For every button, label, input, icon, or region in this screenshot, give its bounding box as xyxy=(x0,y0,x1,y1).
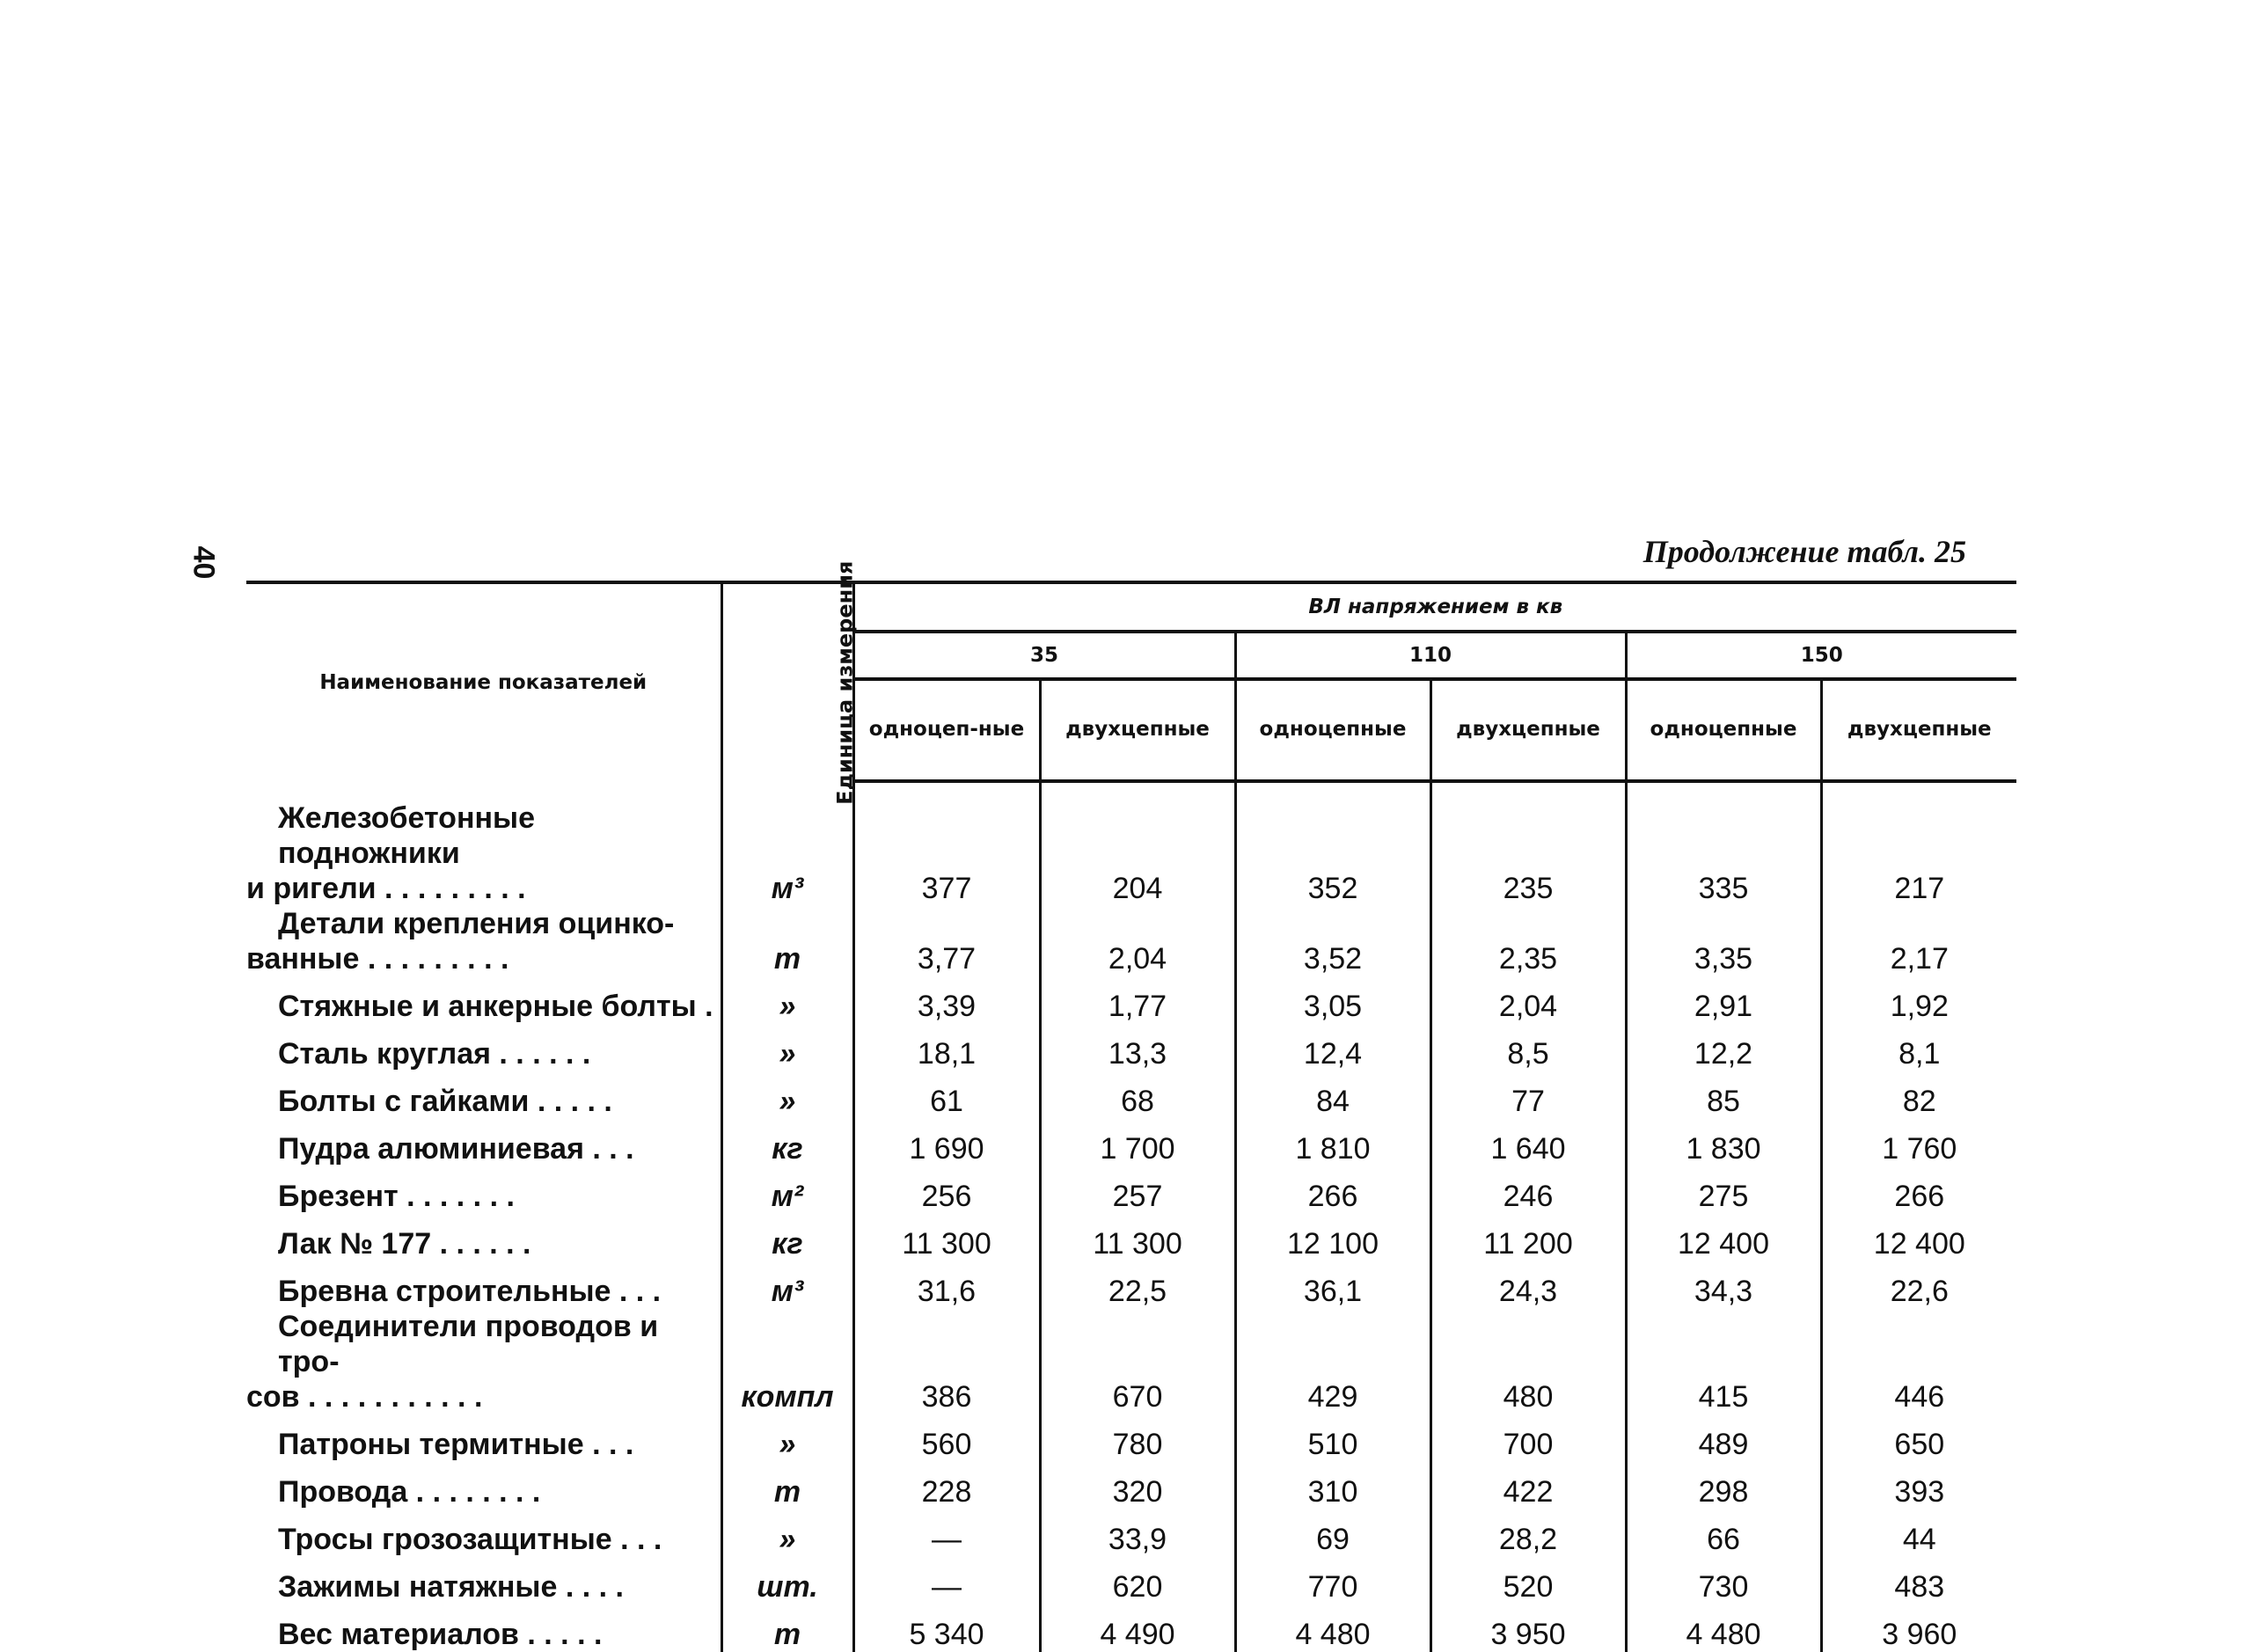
row-value: 483 xyxy=(1894,1570,1945,1604)
row-value: 1 830 xyxy=(1626,1119,1821,1166)
row-value: 2,04 xyxy=(1040,906,1235,976)
row-value: 386 xyxy=(853,1309,1040,1414)
row-value: 4 480 xyxy=(1626,1604,1821,1652)
row-name: Болты с гайками . . . . . xyxy=(246,1071,721,1119)
row-name xyxy=(246,781,721,906)
row-name: Брезент . . . . . . . xyxy=(246,1166,721,1214)
table-body xyxy=(246,781,2016,1652)
row-value: 266 xyxy=(1894,1180,1945,1213)
row-value: 77 xyxy=(1430,1071,1626,1119)
row-value: 480 xyxy=(1430,1309,1626,1414)
table-row xyxy=(246,1309,2016,1414)
row-name: Патроны термитные . . . xyxy=(246,1414,721,1462)
row-value: 275 xyxy=(1626,1166,1821,1214)
row-value: — xyxy=(853,1509,1040,1557)
row-name-line-2: и ригели . . . . . . . . . xyxy=(246,872,526,905)
row-value: 246 xyxy=(1430,1166,1626,1214)
row-name-line-1: Железобетонные подножники xyxy=(278,801,535,870)
row-name: Зажимы натяжные . . . . xyxy=(246,1557,721,1604)
row-value: 2,91 xyxy=(1626,976,1821,1024)
row-name: Бревна строительные . . . xyxy=(246,1261,721,1309)
row-value: 670 xyxy=(1040,1309,1235,1414)
row-value: 257 xyxy=(1040,1166,1235,1214)
row-value: 2,17 xyxy=(1890,942,1949,976)
table-row xyxy=(246,976,2016,1024)
materials-table xyxy=(246,560,2016,1652)
table-row xyxy=(246,1604,2016,1652)
row-name: Вес материалов . . . . . xyxy=(246,1604,721,1652)
row-value: 82 xyxy=(1902,1085,1936,1118)
row-value: 780 xyxy=(1040,1414,1235,1462)
row-value: 12,2 xyxy=(1626,1024,1821,1071)
row-value: 217 xyxy=(1894,872,1945,905)
row-name: Стяжные и анкерные болты . xyxy=(246,976,721,1024)
row-value: 44 xyxy=(1902,1523,1936,1556)
row-value: 36,1 xyxy=(1235,1261,1430,1309)
header-unit xyxy=(721,560,857,805)
row-value: 3,39 xyxy=(853,976,1040,1024)
row-value: 61 xyxy=(853,1071,1040,1119)
row-unit: кг xyxy=(721,1119,853,1166)
row-value: 18,1 xyxy=(853,1024,1040,1071)
row-value: 1 640 xyxy=(1430,1119,1626,1166)
header-110-double: двухцепные xyxy=(1430,679,1626,781)
row-value: 520 xyxy=(1430,1557,1626,1604)
table-row xyxy=(246,1214,2016,1261)
row-unit: т xyxy=(721,906,853,976)
row-name xyxy=(246,906,721,976)
row-value: 11 200 xyxy=(1430,1214,1626,1261)
row-value: 12 100 xyxy=(1235,1214,1430,1261)
row-value: 84 xyxy=(1235,1071,1430,1119)
row-unit: т xyxy=(721,1462,853,1509)
row-value: 3 960 xyxy=(1882,1618,1957,1651)
row-value: 34,3 xyxy=(1626,1261,1821,1309)
row-value: 11 300 xyxy=(853,1214,1040,1261)
row-value: 510 xyxy=(1235,1414,1430,1462)
row-value: 8,1 xyxy=(1899,1037,1941,1071)
row-value: 1,77 xyxy=(1040,976,1235,1024)
table-row xyxy=(246,1414,2016,1462)
row-name: Пудра алюминиевая . . . xyxy=(246,1119,721,1166)
table-row xyxy=(246,1509,2016,1557)
row-value: 415 xyxy=(1626,1309,1821,1414)
row-value: 1 690 xyxy=(853,1119,1040,1166)
row-value: 12 400 xyxy=(1873,1227,1965,1261)
row-value: 310 xyxy=(1235,1462,1430,1509)
row-value: 22,6 xyxy=(1890,1275,1949,1308)
row-unit: т xyxy=(721,1604,853,1652)
row-name-line-1: Соединители проводов и тро- xyxy=(278,1310,659,1378)
row-value: 1,92 xyxy=(1890,990,1949,1023)
row-value: 3 950 xyxy=(1430,1604,1626,1652)
row-value: 235 xyxy=(1430,781,1626,906)
header-voltage-35: 35 xyxy=(853,632,1235,679)
row-value: 335 xyxy=(1626,781,1821,906)
row-value: 68 xyxy=(1040,1071,1235,1119)
row-value: 66 xyxy=(1626,1509,1821,1557)
header-35-double: двухцепные xyxy=(1040,679,1235,781)
row-value: 228 xyxy=(853,1462,1040,1509)
row-name xyxy=(246,1309,721,1414)
header-voltage-150: 150 xyxy=(1626,632,2016,679)
row-value: 298 xyxy=(1626,1462,1821,1509)
row-value: 620 xyxy=(1040,1557,1235,1604)
header-150-single: одноцепные xyxy=(1626,679,1821,781)
row-unit: » xyxy=(721,1024,853,1071)
row-value: 31,6 xyxy=(853,1261,1040,1309)
row-value: 730 xyxy=(1626,1557,1821,1604)
row-unit: » xyxy=(721,1071,853,1119)
row-value: 3,52 xyxy=(1235,906,1430,976)
row-value: 13,3 xyxy=(1040,1024,1235,1071)
row-value: 22,5 xyxy=(1040,1261,1235,1309)
row-value: 3,77 xyxy=(853,906,1040,976)
table-row xyxy=(246,1166,2016,1214)
row-value: 12 400 xyxy=(1626,1214,1821,1261)
row-value: 69 xyxy=(1235,1509,1430,1557)
row-unit: шт. xyxy=(721,1557,853,1604)
row-name-line-2: сов . . . . . . . . . . . xyxy=(246,1380,483,1414)
row-value: 320 xyxy=(1040,1462,1235,1509)
table-row xyxy=(246,1557,2016,1604)
header-110-single: одноцепные xyxy=(1235,679,1430,781)
row-value: 1 760 xyxy=(1882,1132,1957,1166)
row-value: 33,9 xyxy=(1040,1509,1235,1557)
row-value: 2,35 xyxy=(1430,906,1626,976)
header-group: ВЛ напряжением в кв xyxy=(853,582,2016,632)
row-name: Провода . . . . . . . . xyxy=(246,1462,721,1509)
table-row xyxy=(246,906,2016,976)
row-value: 3,05 xyxy=(1235,976,1430,1024)
row-value: 489 xyxy=(1626,1414,1821,1462)
row-value: 11 300 xyxy=(1040,1214,1235,1261)
row-value: 1 810 xyxy=(1235,1119,1430,1166)
row-name: Тросы грозозащитные . . . xyxy=(246,1509,721,1557)
table-row xyxy=(246,1462,2016,1509)
table-row xyxy=(246,781,2016,906)
page-number: 40 xyxy=(187,545,221,580)
row-unit: компл xyxy=(721,1309,853,1414)
row-value: 204 xyxy=(1040,781,1235,906)
row-unit: м³ xyxy=(721,781,853,906)
row-name-line-1: Детали крепления оцинко- xyxy=(278,907,675,940)
row-value: 4 480 xyxy=(1235,1604,1430,1652)
row-unit: м² xyxy=(721,1166,853,1214)
row-value: 28,2 xyxy=(1430,1509,1626,1557)
header-150-double: двухцепные xyxy=(1821,679,2016,781)
row-value: 24,3 xyxy=(1430,1261,1626,1309)
row-unit: » xyxy=(721,976,853,1024)
table-row xyxy=(246,1119,2016,1166)
row-value: 2,04 xyxy=(1430,976,1626,1024)
header-35-single: одноцеп-ные xyxy=(853,679,1040,781)
row-value: 8,5 xyxy=(1430,1024,1626,1071)
table-continuation-caption: Продолжение табл. 25 xyxy=(1642,534,1966,569)
row-unit: » xyxy=(721,1509,853,1557)
row-value: 422 xyxy=(1430,1462,1626,1509)
row-value: 770 xyxy=(1235,1557,1430,1604)
row-value: 85 xyxy=(1626,1071,1821,1119)
row-value: — xyxy=(853,1557,1040,1604)
row-value: 266 xyxy=(1235,1166,1430,1214)
row-name: Лак № 177 . . . . . . xyxy=(246,1214,721,1261)
row-value: 429 xyxy=(1235,1309,1430,1414)
header-name: Наименование показателей xyxy=(246,582,721,781)
table-row xyxy=(246,1024,2016,1071)
row-value: 393 xyxy=(1894,1475,1945,1509)
header-unit-label: Единица измерения xyxy=(831,560,857,805)
row-unit: кг xyxy=(721,1214,853,1261)
row-value: 377 xyxy=(853,781,1040,906)
header-voltage-110: 110 xyxy=(1235,632,1626,679)
row-value: 1 700 xyxy=(1040,1119,1235,1166)
row-value: 700 xyxy=(1430,1414,1626,1462)
row-value: 256 xyxy=(853,1166,1040,1214)
row-value: 5 340 xyxy=(853,1604,1040,1652)
row-value: 352 xyxy=(1235,781,1430,906)
row-unit: м³ xyxy=(721,1261,853,1309)
table-row xyxy=(246,1261,2016,1309)
row-value: 650 xyxy=(1894,1428,1945,1461)
row-unit: » xyxy=(721,1414,853,1462)
row-value: 3,35 xyxy=(1626,906,1821,976)
table-row xyxy=(246,1071,2016,1119)
row-value: 12,4 xyxy=(1235,1024,1430,1071)
row-value: 446 xyxy=(1894,1380,1945,1414)
row-name: Сталь круглая . . . . . . xyxy=(246,1024,721,1071)
row-value: 560 xyxy=(853,1414,1040,1462)
row-name-line-2: ванные . . . . . . . . . xyxy=(246,942,509,976)
row-value: 4 490 xyxy=(1040,1604,1235,1652)
